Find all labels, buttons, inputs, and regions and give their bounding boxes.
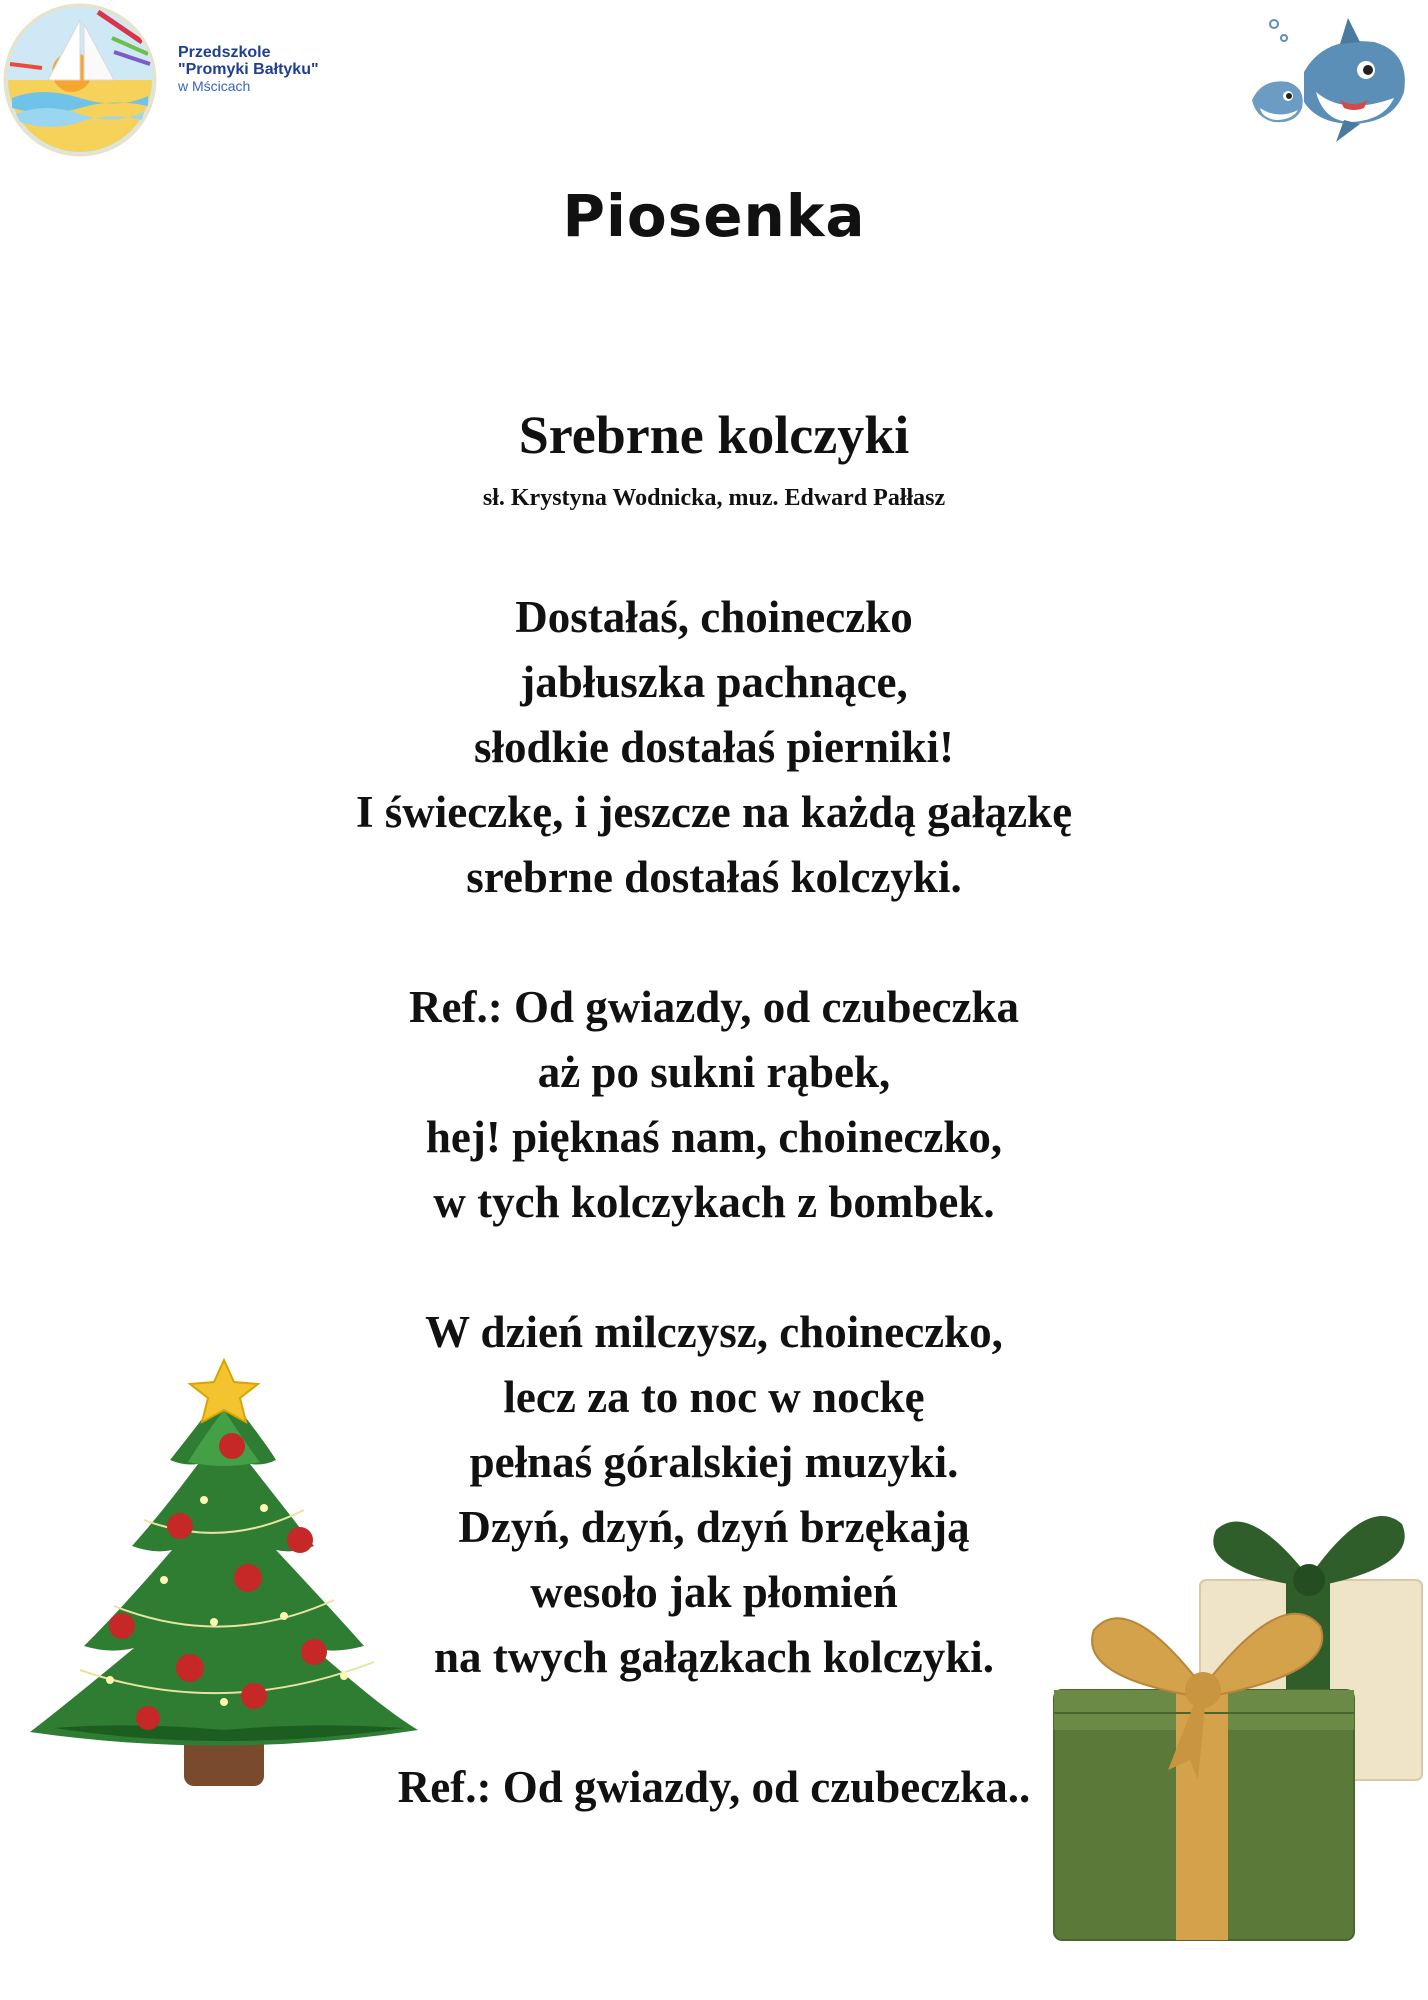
school-name bbox=[178, 44, 319, 95]
lyric-line: pełnaś góralskiej muzyki. bbox=[469, 1437, 959, 1487]
christmas-tree-illustration bbox=[14, 1350, 434, 1810]
gift-boxes-illustration bbox=[1048, 1480, 1428, 1950]
song-credits: sł. Krystyna Wodnicka, muz. Edward Pałłasz bbox=[482, 485, 946, 511]
lyric-line: srebrne dostałaś kolczyki. bbox=[466, 852, 962, 902]
lyric-line: lecz za to noc w nockę bbox=[503, 1372, 925, 1422]
school-name-line2: "Promyki Bałtyku" bbox=[178, 61, 319, 78]
lyric-line: wesoło jak płomień bbox=[530, 1567, 898, 1617]
school-name-line1: Przedszkole bbox=[178, 44, 271, 61]
stanza-1 bbox=[0, 585, 1428, 910]
song-title: Srebrne kolczyki bbox=[518, 405, 910, 465]
lyric-line: Ref.: Od gwiazdy, od czubeczka.. bbox=[397, 1762, 1031, 1812]
lyric-line: Dostałaś, choineczko bbox=[515, 592, 913, 642]
shark-illustration bbox=[1244, 12, 1416, 146]
lyric-line: na twych gałązkach kolczyki. bbox=[433, 1632, 995, 1682]
school-location: w Mścicach bbox=[178, 78, 251, 94]
lyric-line: aż po sukni rąbek, bbox=[537, 1047, 891, 1097]
page-title: Piosenka bbox=[562, 182, 866, 250]
lyric-line: hej! pięknaś nam, choineczko, bbox=[425, 1112, 1003, 1162]
lyric-line: w tych kolczykach z bombek. bbox=[433, 1177, 995, 1227]
lyric-line: Ref.: Od gwiazdy, od czubeczka bbox=[409, 982, 1019, 1032]
lyric-line: jabłuszka pachnące, bbox=[520, 657, 908, 707]
preschool-logo bbox=[2, 2, 158, 158]
lyric-line: słodkie dostałaś pierniki! bbox=[473, 722, 955, 772]
lyric-line: Dzyń, dzyń, dzyń brzękają bbox=[458, 1502, 970, 1552]
lyric-line: I świeczkę, i jeszcze na każdą gałązkę bbox=[355, 787, 1073, 837]
lyric-line: W dzień milczysz, choineczko, bbox=[425, 1307, 1003, 1357]
refrain-1 bbox=[0, 975, 1428, 1235]
